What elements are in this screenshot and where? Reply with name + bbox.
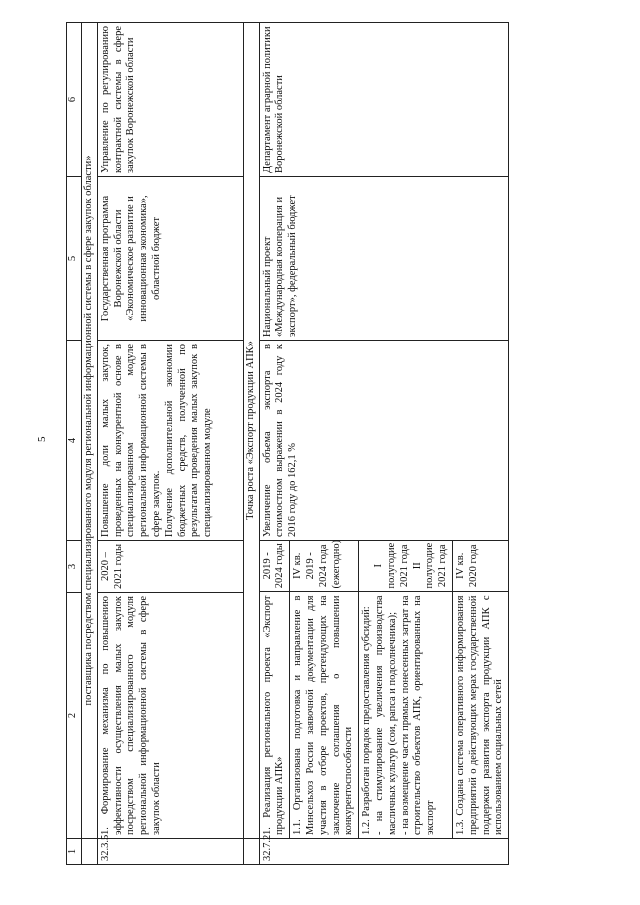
header-col-1: 1 [67, 839, 82, 865]
result-cell: Увеличение объема экспорта в стоимостном выражении в 2024 году к 2016 году до 162,1 % [259, 341, 509, 541]
rotated-document-table [66, 23, 608, 865]
header-col-6: 6 [67, 23, 82, 177]
activities-block [259, 541, 509, 839]
measures-table [66, 22, 509, 865]
page-number: 5 [36, 436, 48, 442]
list-item [260, 540, 290, 838]
result-text-2: Получение дополнительной экономии бюджетных средств, полученной по результатам проведения малых закупок в специализированном модуле [163, 344, 214, 537]
section-title-1: поставщика посредством специализированного модуля региональной информационной системы в сфере закупок области» [82, 23, 98, 839]
header-col-5: 5 [67, 177, 82, 341]
term-cell: 2020 – 2021 годы [97, 541, 243, 593]
result-text-1: Повышение доли малых закупок, проведенных на конкурентной основе в специализированном модуле региональной информационной системы в сфере закупок. [99, 344, 162, 537]
section-title-2: Точка роста «Экспорт продукции АПК» [243, 23, 259, 839]
activity-text: 1. Реализация регионального проекта «Экспорт продукции АПК» [260, 592, 290, 838]
result-cell [97, 341, 243, 541]
activity-cell: 1. Формирование механизма по повышению эффективности осуществления малых закупок посредством специализированного модуля региональной информационной системы в сфере закупок области [97, 593, 243, 839]
activity-sub-2: - на возмещение части прямых понесенных затрат на строительство объектов АПК, ориентированных на экспорт [399, 595, 437, 835]
header-col-2: 2 [67, 593, 82, 839]
source-cell: Государственная программа Воронежской области «Экономическое развитие и инновационная экономика», областной бюджет [97, 177, 243, 341]
list-item [359, 540, 453, 838]
table-row [97, 23, 243, 865]
executor-cell: Департамент аграрной политики Воронежской области [259, 23, 509, 177]
list-item [452, 540, 508, 838]
activity-term [359, 540, 453, 592]
table-row [259, 23, 509, 865]
executor-cell: Управление по регулированию контрактной системы в сфере закупок Воронежской области [97, 23, 243, 177]
activity-term-1: I полугодие 2021 года [373, 542, 410, 589]
source-cell: Национальный проект «Международная кооперация и экспорт», федеральный бюджет [259, 177, 509, 341]
header-row [67, 23, 82, 865]
header-col-4: 4 [67, 341, 82, 541]
activity-text: 1.3. Создана система оперативного информирования предприятий о действующих мерах государственной поддержки развития экспорта продукции АПК с использованием социальных сетей [452, 592, 508, 838]
header-col-3: 3 [67, 541, 82, 593]
row-number: 32.3.5 [97, 839, 243, 865]
list-item [290, 540, 359, 838]
row-number: 32.7.2 [259, 839, 509, 865]
activity-term-2: II полугодие 2021 года [411, 542, 449, 589]
activity-term: IV кв. 2019 - 2024 года (ежегодно) [290, 540, 359, 592]
section-row [82, 23, 98, 865]
activity-term: 2019 - 2024 годы [260, 540, 290, 592]
activity-text [359, 592, 453, 838]
activity-heading: 1.2. Разработан порядок предоставления субсидий: [361, 606, 373, 835]
activity-sub-1: - на стимулирование увеличения производства масличных культур (сои, рапса и подсолнечника); [373, 595, 398, 835]
activities-subtable [260, 540, 509, 838]
activity-text: 1.1. Организована подготовка и направление в Минсельхоз России заявочной документации для участия в отборе проектов, претендующих на заключение соглашения о повышении конкурентоспособности [290, 592, 359, 838]
activity-term: IV кв. 2020 года [454, 544, 479, 588]
section-row [243, 23, 259, 865]
